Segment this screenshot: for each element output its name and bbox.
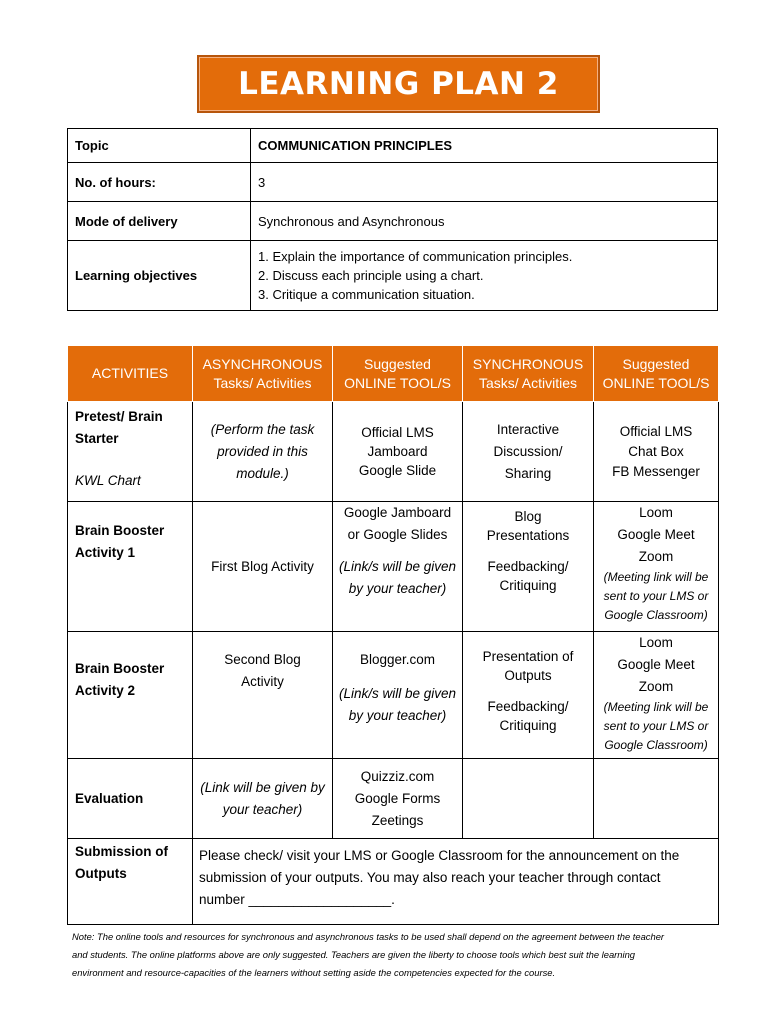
objective-item: 1. Explain the importance of communication principles. [258,249,573,264]
booster2-sync-task: Presentation of Outputs Feedbacking/ Critiquing [463,632,594,759]
booster1-async-task: First Blog Activity [193,502,333,632]
pretest-async-task: (Perform the task provided in this module.) [193,402,333,502]
booster2-label: Brain Booster Activity 2 [68,632,193,759]
evaluation-async-task: (Link will be given by your teacher) [193,759,333,839]
table-row [68,129,718,163]
table-row [68,241,718,311]
table-row [68,402,719,502]
table-row [68,163,718,202]
tool1-header: Suggested ONLINE TOOL/S [333,346,463,402]
hours-value: 3 [251,163,718,202]
objective-item: 2. Discuss each principle using a chart. [258,268,484,283]
submission-label: Submission of Outputs [68,839,193,925]
table-row [68,202,718,241]
hours-label: No. of hours: [68,163,251,202]
booster2-async-task: Second Blog Activity [193,632,333,759]
objectives-label: Learning objectives [68,241,251,311]
evaluation-tool1: Quizziz.com Google Forms Zeetings [333,759,463,839]
booster1-tool2: Loom Google Meet Zoom (Meeting link will be sent to your LMS or Google Classroom) [594,502,719,632]
table-row [68,502,719,632]
table-row [68,632,719,759]
lesson-info-table [67,128,718,311]
tool2-header: Suggested ONLINE TOOL/S [594,346,719,402]
pretest-tool1: Official LMS Jamboard Google Slide [333,402,463,502]
table-row [68,839,719,925]
pretest-sync-task: Interactive Discussion/ Sharing [463,402,594,502]
mode-label: Mode of delivery [68,202,251,241]
footnote: Note: The online tools and resources for synchronous and asynchronous tasks to be used shall depend on the agreement between the teacher and students. The online platforms above are only suggested. Teachers are given the liberty to choose tools which best suit the learning environment and resource-capacities of the learners without setting aside the competencies expected for the course. [72,931,665,978]
objective-item: 3. Critique a communication situation. [258,287,475,302]
mode-value: Synchronous and Asynchronous [251,202,718,241]
topic-value: COMMUNICATION PRINCIPLES [251,129,718,163]
evaluation-tool2 [594,759,719,839]
async-header: ASYNCHRONOUS Tasks/ Activities [193,346,333,402]
sync-header: SYNCHRONOUS Tasks/ Activities [463,346,594,402]
booster1-label: Brain Booster Activity 1 [68,502,193,632]
topic-label: Topic [68,129,251,163]
activities-table [67,345,719,925]
booster1-tool1: Google Jamboard or Google Slides (Link/s will be given by your teacher) [333,502,463,632]
booster2-tool2: Loom Google Meet Zoom (Meeting link will be sent to your LMS or Google Classroom) [594,632,719,759]
page-title-banner [197,55,600,113]
booster1-sync-task: Blog Presentations Feedbacking/ Critiquing [463,502,594,632]
pretest-tool2: Official LMS Chat Box FB Messenger [594,402,719,502]
pretest-label: Pretest/ Brain Starter KWL Chart [68,402,193,502]
evaluation-sync-task [463,759,594,839]
header-row [68,346,719,402]
submission-instructions: Please check/ visit your LMS or Google Classroom for the announcement on the submission of your outputs. You may also reach your teacher through contact number ___________________. [193,839,719,925]
booster2-tool1: Blogger.com (Link/s will be given by your teacher) [333,632,463,759]
evaluation-label: Evaluation [68,759,193,839]
activities-header: ACTIVITIES [68,346,193,402]
objectives-list [251,241,718,311]
table-row [68,759,719,839]
page-title: LEARNING PLAN 2 [238,66,559,102]
